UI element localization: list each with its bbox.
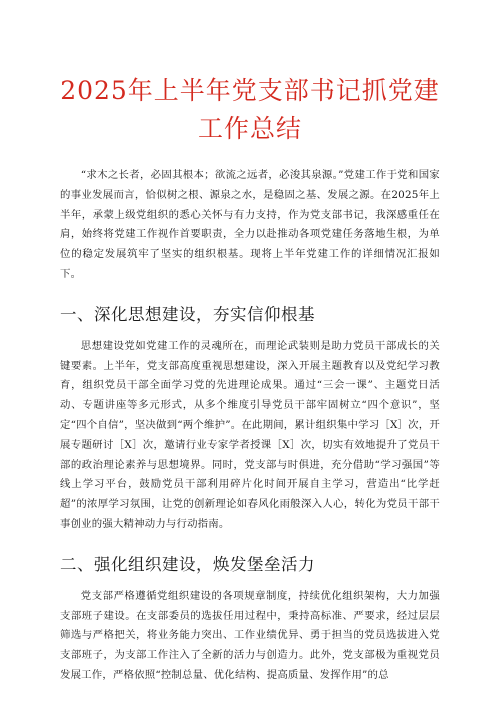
section-2-heading: 二、强化组织建设，焕发堡垒活力 bbox=[60, 554, 315, 574]
title-line-1: 2025年上半年党支部书记抓党建 bbox=[60, 76, 440, 105]
intro-paragraph: “求木之长者，必固其根本；欲流之远者，必浚其泉源。”党建工作于党和国家的事业发展而言，恰似树之根、源泉之水，是稳固之基、发展之源。在2025年上半年，承蒙上级党组织的悉心关怀与有力支持，作为党支部书记，我深感重任在肩，始终将党建工作视作首要职责，全力以赴推动各项党建任务落地生根，为单位的稳定发展筑牢了坚实的组织根基。现将上半年党建工作的详细情况汇报如下。 bbox=[60, 169, 440, 280]
title-line-2: 工作总结 bbox=[197, 114, 302, 143]
section-1-body: 思想建设党如党建工作的灵魂所在，而理论武装则是助力党员干部成长的关键要素。上半年，党支部高度重视思想建设，深入开展主题教育以及党纪学习教育，组织党员干部全面学习党的先进理论成果。通过“三会一课”、主题党日活动、专题讲座等多元形式，从多个维度引导党员干部牢固树立“四个意识”，坚定“四个自信”，坚决做到“两个维护”。在此期间，累计组织集中学习［X］次，开展专题研讨［X］次，邀请行业专家学者授课［X］次，切实有效地提升了党员干部的政治理论素养与思想境界。同时，党支部与时俱进，充分借助“学习强国”等线上学习平台，鼓励党员干部利用碎片化时间开展自主学习，营造出“比学赶超”的浓厚学习氛围，让党的创新理论如春风化雨般深入人心，转化为党员干部干事创业的强大精神动力与行动指南。 bbox=[60, 339, 440, 530]
section-2-body: 党支部严格遵循党组织建设的各项规章制度，持续优化组织架构，大力加强支部班子建设。在支部委员的选拔任用过程中，秉持高标准、严要求，经过层层筛选与严格把关，将业务能力突出、工作业绩优异、勇于担当的党员选拔进入党支部班子，为支部工作注入了全新的活力与创造力。此外，党支部极为重视党员发展工作，严格依照“控制总量、优化结构、提高质量、发挥作用”的总 bbox=[60, 589, 440, 681]
document-title bbox=[60, 72, 440, 148]
section-1-heading: 一、深化思想建设，夯实信仰根基 bbox=[60, 304, 315, 324]
